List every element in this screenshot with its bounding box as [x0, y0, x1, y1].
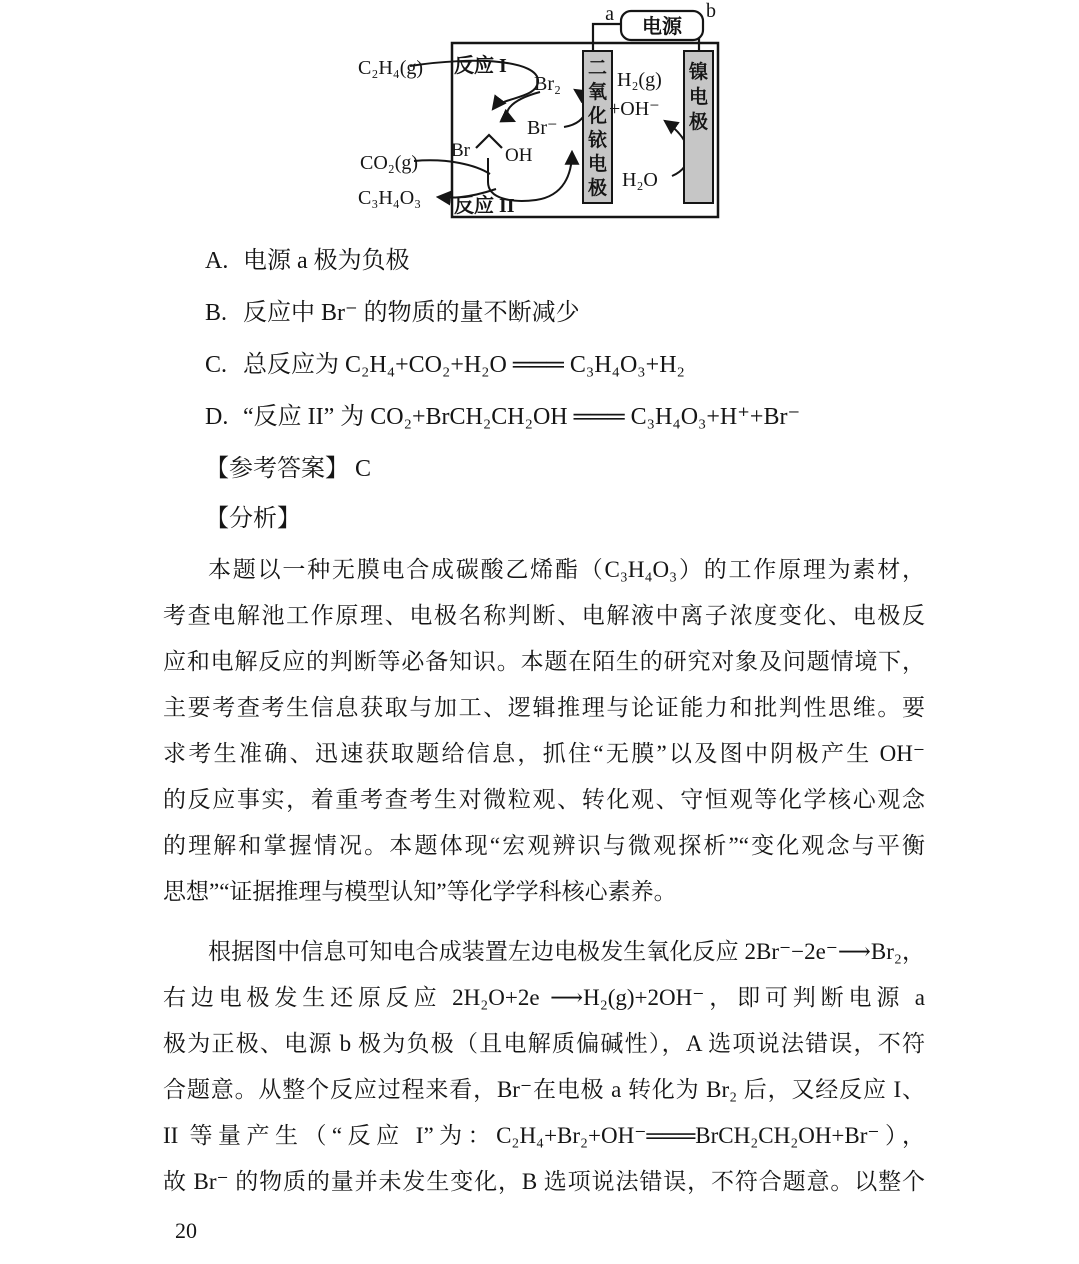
- paragraph1-line: 思想”“证据推理与模型认知”等化学学科核心素养。: [163, 879, 677, 904]
- paragraph1-line: 求考生准确、迅速获取题给信息，抓住“无膜”以及图中阴极产生 OH⁻: [163, 741, 925, 766]
- right-electrode-label-char: 电: [688, 87, 709, 108]
- c2h4-label: C₂H₄(g): [358, 57, 424, 79]
- left-electrode-label-char: 电: [587, 154, 608, 175]
- option-a-text: 电源 a 极为负极: [243, 248, 410, 274]
- option-b-text: 反应中 Br⁻ 的物质的量不断减少: [243, 300, 580, 326]
- paragraph2-line: II 等量产生（“反应 I”为：C₂H₄+Br₂+OH⁻═══BrCH₂CH₂OH+Br⁻），: [163, 1123, 925, 1148]
- paragraph2-line: 根据图中信息可知电合成装置左边电极发生氧化反应 2Br⁻−2e⁻⟶Br₂，: [208, 939, 925, 964]
- option-d-text: “反应 II” 为 CO₂+BrCH₂CH₂OH ═══ C₃H₄O₃+H⁺+Br⁻: [243, 404, 801, 430]
- option-a: [205, 246, 925, 277]
- question-diagram: [0, 0, 1079, 240]
- option-d-label: D.: [205, 404, 229, 430]
- struct-br-label: Br: [451, 140, 470, 161]
- paragraph1-line: 的反应事实，着重考查考生对微粒观、转化观、守恒观等化学核心观念: [163, 787, 925, 812]
- br2-label: Br₂: [534, 73, 561, 95]
- left-electrode-label-char: 氧: [587, 82, 608, 103]
- paragraph1-line: 本题以一种无膜电合成碳酸乙烯酯（C₃H₄O₃）的工作原理为素材，: [208, 557, 925, 582]
- reaction2-label: 反应 II: [454, 195, 515, 217]
- option-b: [205, 298, 925, 329]
- co2-label: CO₂(g): [360, 152, 419, 174]
- reaction1-label: 反应 I: [454, 55, 507, 77]
- power-supply-label: 电源: [642, 16, 682, 38]
- analysis-heading: 【分析】: [205, 506, 301, 532]
- option-c: [205, 350, 925, 381]
- options-list: [205, 246, 925, 433]
- left-electrode-label-char: 化: [587, 106, 608, 127]
- paragraph1-line: 应和电解反应的判断等必备知识。本题在陌生的研究对象及问题情境下，: [163, 649, 925, 674]
- option-a-label: A.: [205, 248, 229, 274]
- analysis-paragraph-2: [163, 929, 925, 1205]
- left-electrode-label-char: 铱: [587, 130, 608, 151]
- paragraph2-line: 合题意。从整个反应过程来看，Br⁻在电极 a 转化为 Br₂ 后，又经反应 I、: [163, 1077, 925, 1102]
- left-electrode-label-char: 二: [587, 58, 608, 79]
- paragraph2-line: 右边电极发生还原反应 2H₂O+2e ⟶H₂(g)+2OH⁻，即可判断电源 a: [163, 985, 925, 1010]
- reference-answer-value: C: [355, 456, 372, 482]
- paragraph1-line: 考查电解池工作原理、电极名称判断、电解液中离子浓度变化、电极反: [163, 603, 925, 628]
- paragraph1-line: 主要考查考生信息获取与加工、逻辑推理与论证能力和批判性思维。要: [163, 695, 925, 720]
- br-minus-label: Br⁻: [527, 117, 558, 139]
- struct-oh-label: OH: [505, 145, 533, 166]
- right-electrode-label-char: 极: [688, 112, 709, 133]
- page-number: 20: [175, 1218, 197, 1243]
- right-electrode-label-char: 镍: [688, 62, 709, 83]
- option-b-label: B.: [205, 300, 228, 326]
- oh-minus-label: +OH⁻: [609, 98, 660, 120]
- terminal-b-label: b: [706, 0, 716, 22]
- cell-diagram-svg: [350, 0, 730, 238]
- reference-answer-label: 【参考答案】: [205, 456, 349, 482]
- option-c-text: 总反应为 C₂H₄+CO₂+H₂O ═══ C₃H₄O₃+H₂: [243, 352, 685, 378]
- option-d: [205, 402, 925, 433]
- reference-answer-line: [205, 454, 925, 485]
- terminal-a-label: a: [605, 3, 614, 25]
- c3h4o3-label: C₃H₄O₃: [358, 187, 422, 209]
- paragraph2-line: 故 Br⁻ 的物质的量并未发生变化，B 选项说法错误，不符合题意。以整个: [163, 1169, 925, 1194]
- paragraph2-line: 极为正极、电源 b 极为负极（且电解质偏碱性），A 选项说法错误，不符: [163, 1031, 925, 1056]
- paragraph1-line: 的理解和掌握情况。本题体现“宏观辨识与微观探析”“变化观念与平衡: [163, 833, 925, 858]
- analysis-paragraph-1: [163, 547, 925, 915]
- left-electrode-label-char: 极: [587, 178, 608, 199]
- option-c-label: C.: [205, 352, 228, 378]
- h2-gas-label: H₂(g): [617, 69, 662, 91]
- h2o-label: H₂O: [622, 169, 658, 191]
